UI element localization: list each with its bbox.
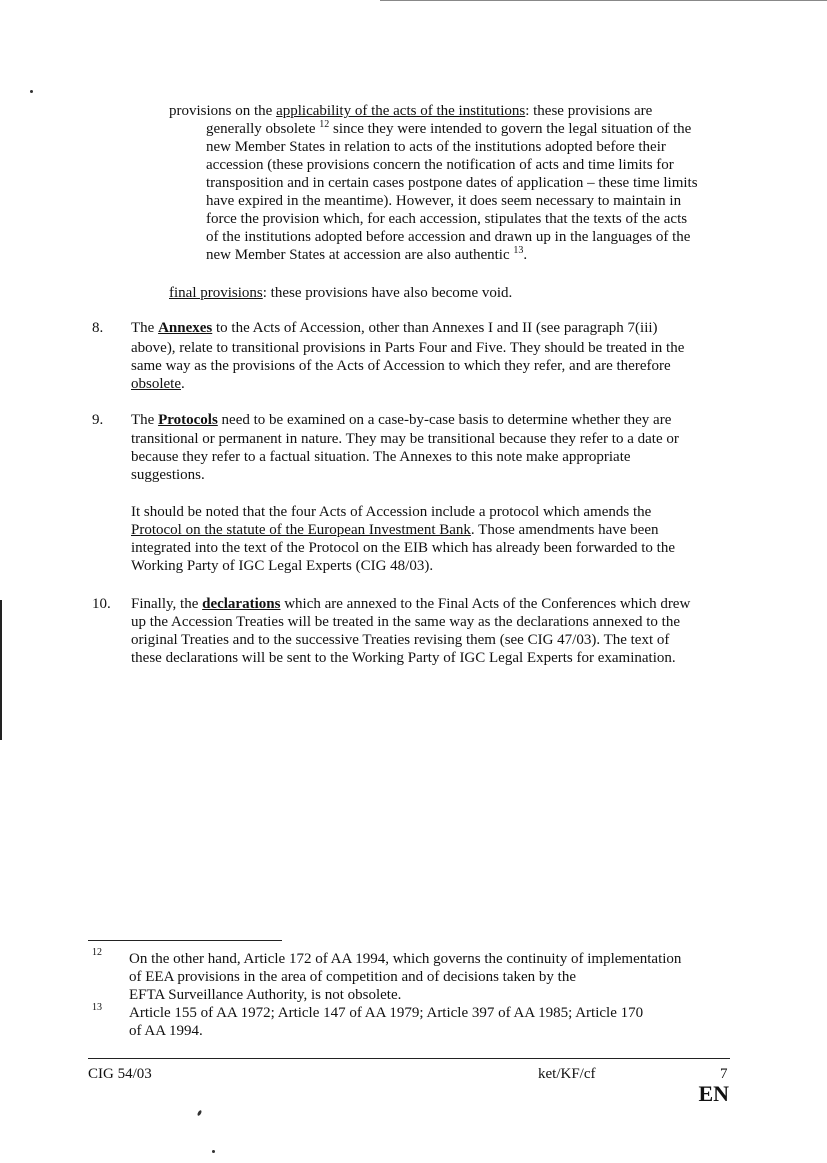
p10-line-3: original Treaties and to the successive Treaties revising them (see CIG 47/03). The text of (131, 632, 670, 648)
text: new Member States at accession are also authentic (206, 247, 514, 263)
p8-line-3: same way as the provisions of the Acts of Accession to which they refer, and are therefore (131, 358, 671, 374)
text: : these provisions are (525, 103, 653, 119)
footnote-12-line-1: On the other hand, Article 172 of AA 1994, which governs the continuity of implementation (129, 951, 682, 967)
provisions-line-4: accession (these provisions concern the notification of acts and time limits for (206, 157, 674, 173)
text: . (523, 247, 528, 263)
scan-top-edge (380, 0, 827, 1)
footnote-separator (88, 940, 282, 941)
scan-speck (212, 1150, 215, 1153)
footnote-ref-12: 12 (319, 119, 330, 130)
footer-rule (88, 1058, 730, 1059)
provisions-line-7: force the provision which, for each accession, stipulates that the texts of the acts (206, 211, 688, 227)
declarations-keyword: declarations (202, 596, 281, 612)
text: need to be examined on a case-by-case basis to determine whether they are (217, 412, 672, 428)
provisions-line-2 (206, 121, 691, 139)
text: . Those amendments have been (470, 522, 659, 538)
paragraph-number-9: 9. (92, 412, 104, 428)
provisions-line-9 (206, 247, 527, 265)
p10-line-4: these declarations will be sent to the Working Party of IGC Legal Experts for examination. (131, 650, 676, 666)
p9-sub-line-1: It should be noted that the four Acts of Accession include a protocol which amends the (131, 504, 652, 520)
final-provisions-line (169, 285, 512, 303)
p9-sub-line-2 (131, 522, 659, 540)
footnote-13-line-1: Article 155 of AA 1972; Article 147 of AA 1979; Article 397 of AA 1985; Article 170 (129, 1005, 644, 1021)
footnote-13-line-2: of AA 1994. (129, 1023, 203, 1039)
applicability-link: applicability of the acts of the institutions (276, 103, 526, 119)
obsolete-link: obsolete (131, 376, 181, 392)
author-initials: ket/KF/cf (538, 1066, 596, 1082)
language-code: EN (698, 1081, 729, 1106)
text: to the Acts of Accession, other than Annexes I and II (see paragraph 7(iii) (212, 320, 658, 336)
text: since they were intended to govern the legal situation of the (329, 121, 692, 137)
paragraph-number-8: 8. (92, 320, 104, 336)
eib-protocol-link: Protocol on the statute of the European Investment Bank (131, 522, 471, 538)
provisions-line-1 (169, 103, 652, 121)
text: . (181, 376, 185, 392)
annexes-keyword: Annexes (158, 320, 213, 336)
p9-line-2: transitional or permanent in nature. They may be transitional because they refer to a date or (131, 431, 679, 447)
provisions-line-8: of the institutions adopted before accession and drawn up in the languages of the (206, 229, 691, 245)
provisions-line-3: new Member States in relation to acts of the institutions adopted before their (206, 139, 666, 155)
text: Finally, the (131, 596, 203, 612)
text: provisions on the (169, 103, 277, 119)
p8-line-2: above), relate to transitional provisions in Parts Four and Five. They should be treated in the (131, 340, 685, 356)
p10-line-2: up the Accession Treaties will be treated in the same way as the declarations annexed to the (131, 614, 681, 630)
footnote-number-12: 12 (92, 947, 102, 958)
text: The (131, 320, 159, 336)
footnote-12-line-2: of EEA provisions in the area of competition and of decisions taken by the (129, 969, 576, 985)
footnote-ref-13: 13 (513, 245, 524, 256)
footnote-number-13: 13 (92, 1002, 102, 1013)
provisions-line-5: transposition and in certain cases postpone dates of application – these time limits (206, 175, 698, 191)
final-provisions-link: final provisions (169, 285, 263, 301)
document-reference: CIG 54/03 (88, 1066, 152, 1082)
provisions-line-6: have expired in the meantime). However, it does seem necessary to maintain in (206, 193, 682, 209)
p9-line-3: because they refer to a factual situation. The Annexes to this note make appropriate (131, 449, 631, 465)
p9-sub-line-4: Working Party of IGC Legal Experts (CIG 48/03). (131, 558, 434, 574)
text: : these provisions have also become void. (262, 285, 513, 301)
text: The (131, 412, 159, 428)
protocols-keyword: Protocols (158, 412, 218, 428)
scan-left-edge (0, 600, 2, 740)
text: generally obsolete (206, 121, 320, 137)
p8-line-4 (131, 376, 185, 394)
paragraph-number-10: 10. (92, 596, 111, 612)
p8-line-1 (131, 320, 658, 338)
p10-line-1 (131, 596, 690, 614)
p9-line-1 (131, 412, 671, 430)
page-number: 7 (720, 1066, 728, 1082)
scan-speck (30, 90, 33, 93)
text: which are annexed to the Final Acts of the Conferences which drew (280, 596, 691, 612)
footnote-12-line-3: EFTA Surveillance Authority, is not obsolete. (129, 987, 402, 1003)
p9-sub-line-3: integrated into the text of the Protocol on the EIB which has already been forwarded to the (131, 540, 675, 556)
scan-speck (197, 1110, 203, 1117)
p9-line-4: suggestions. (131, 467, 205, 483)
